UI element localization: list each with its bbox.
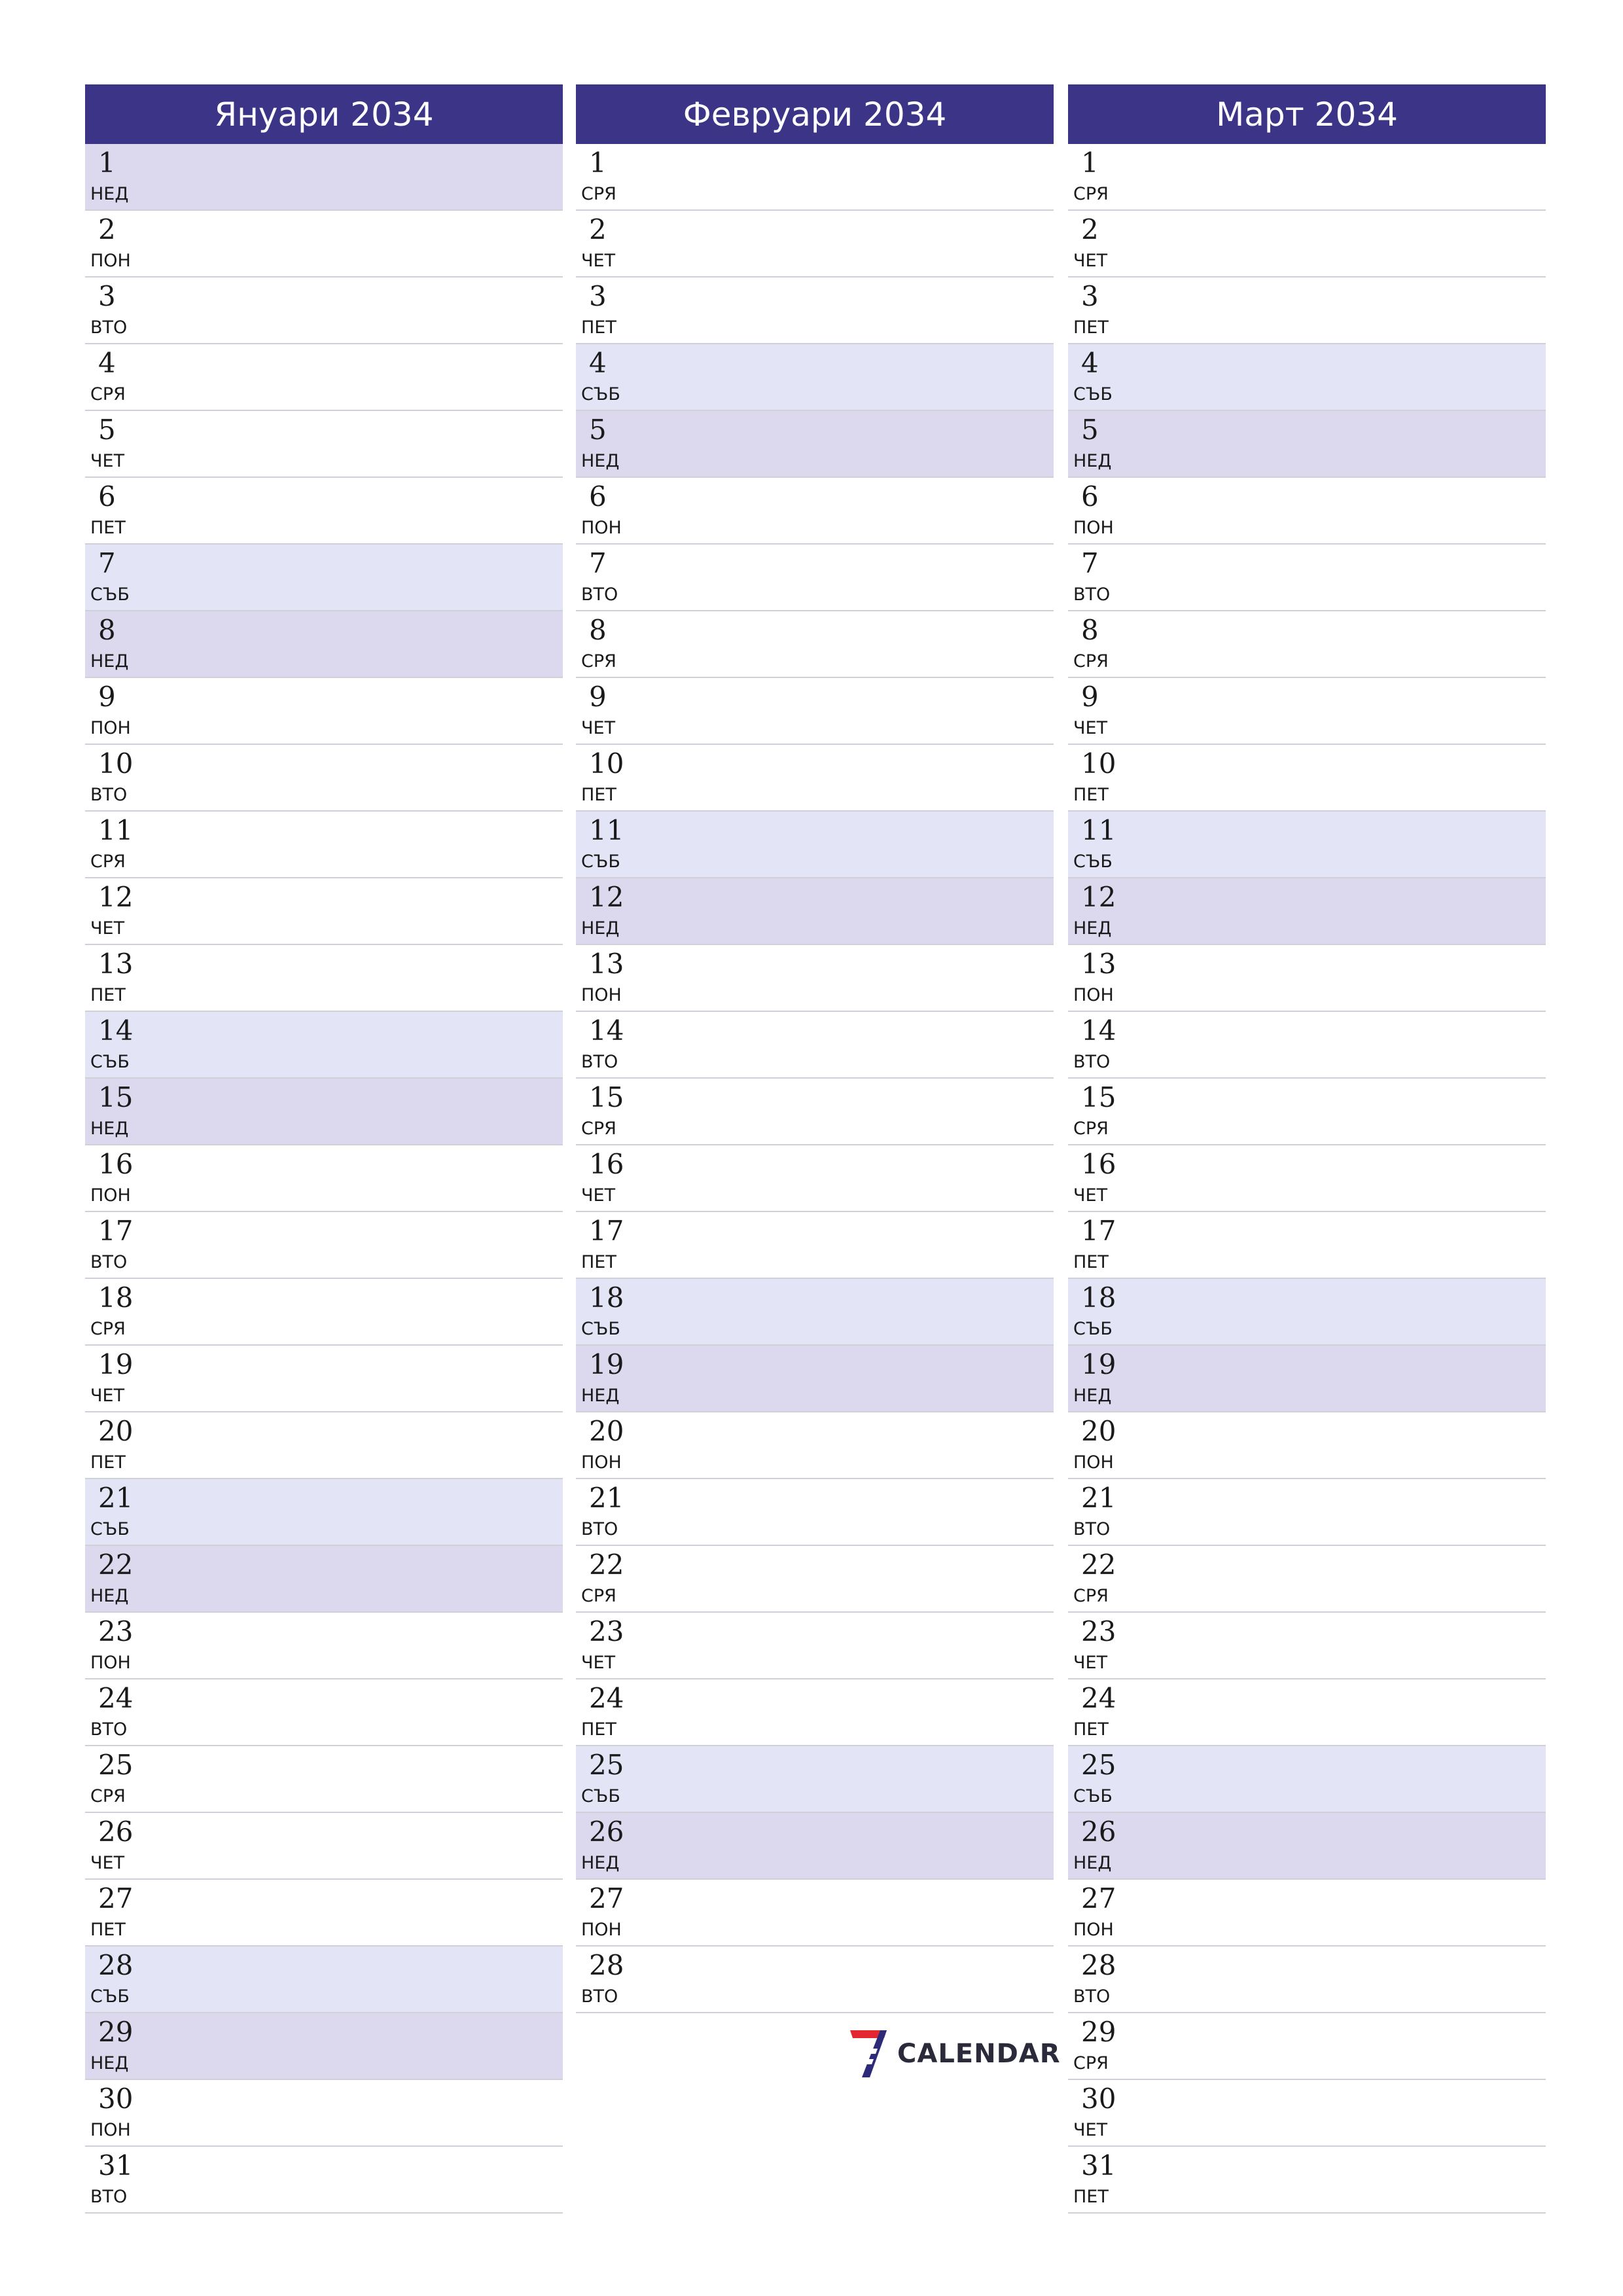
- day-weekday: СРЯ: [1073, 1586, 1109, 1606]
- day-row: [1068, 945, 1546, 1012]
- day-weekday: СРЯ: [581, 184, 616, 204]
- day-number: 28: [1081, 1949, 1116, 1981]
- day-weekday: СЪБ: [1073, 1786, 1113, 1806]
- day-row: [85, 1946, 563, 2013]
- day-row: [1068, 1079, 1546, 1145]
- day-number: 30: [98, 2083, 134, 2115]
- day-weekday: ЧЕТ: [1073, 718, 1108, 738]
- day-number: 8: [1081, 614, 1099, 646]
- day-weekday: НЕД: [581, 451, 620, 471]
- month-title: Февруари 2034: [576, 84, 1054, 144]
- day-weekday: ПЕТ: [90, 985, 126, 1005]
- day-number: 13: [98, 948, 134, 980]
- day-row: [85, 2013, 563, 2080]
- day-number: 11: [98, 814, 134, 846]
- day-weekday: ПОН: [90, 251, 131, 271]
- day-row: [85, 1212, 563, 1279]
- day-row: [1068, 278, 1546, 344]
- day-row: [576, 344, 1054, 411]
- day-row: [576, 678, 1054, 745]
- day-weekday: ЧЕТ: [581, 718, 616, 738]
- day-row: [85, 611, 563, 678]
- day-number: 28: [589, 1949, 624, 1981]
- day-weekday: НЕД: [581, 918, 620, 939]
- day-row: [576, 611, 1054, 678]
- day-row: [85, 678, 563, 745]
- month-march: [1068, 84, 1546, 2214]
- day-row: [1068, 1746, 1546, 1813]
- day-row: [1068, 1813, 1546, 1880]
- day-row: [1068, 2013, 1546, 2080]
- day-row: [85, 2080, 563, 2147]
- day-weekday: СЪБ: [1073, 1319, 1113, 1339]
- day-weekday: ПОН: [581, 985, 622, 1005]
- day-row: [1068, 1145, 1546, 1212]
- day-weekday: СРЯ: [90, 1786, 126, 1806]
- day-row: [85, 278, 563, 344]
- day-number: 9: [589, 681, 607, 713]
- day-number: 18: [1081, 1282, 1116, 1314]
- day-weekday: НЕД: [90, 2053, 129, 2073]
- day-weekday: ЧЕТ: [90, 451, 125, 471]
- day-weekday: ПЕТ: [1073, 317, 1109, 338]
- day-row: [85, 144, 563, 211]
- day-number: 22: [589, 1549, 624, 1581]
- day-weekday: ВТО: [1073, 584, 1111, 605]
- day-weekday: ВТО: [90, 2187, 128, 2207]
- day-number: 23: [98, 1615, 134, 1647]
- day-number: 15: [589, 1081, 624, 1113]
- day-number: 27: [589, 1882, 624, 1914]
- day-weekday: ВТО: [90, 1719, 128, 1740]
- day-number: 10: [1081, 747, 1116, 780]
- day-row: [85, 1546, 563, 1613]
- day-number: 20: [98, 1415, 134, 1447]
- day-row: [576, 878, 1054, 945]
- day-row: [576, 1145, 1054, 1212]
- day-weekday: ВТО: [581, 584, 618, 605]
- day-row: [576, 745, 1054, 812]
- day-row: [85, 1012, 563, 1079]
- day-row: [1068, 1679, 1546, 1746]
- day-weekday: ПЕТ: [90, 518, 126, 538]
- day-number: 7: [98, 547, 116, 579]
- day-weekday: ЧЕТ: [581, 251, 616, 271]
- day-number: 28: [98, 1949, 134, 1981]
- day-number: 29: [1081, 2016, 1116, 2048]
- day-row: [85, 1880, 563, 1946]
- day-number: 25: [1081, 1749, 1116, 1781]
- day-weekday: ПЕТ: [1073, 1252, 1109, 1272]
- day-number: 8: [589, 614, 607, 646]
- day-weekday: ПОН: [581, 1920, 622, 1940]
- day-row: [576, 278, 1054, 344]
- day-weekday: СРЯ: [581, 1119, 616, 1139]
- day-number: 4: [1081, 347, 1099, 379]
- day-number: 16: [98, 1148, 134, 1180]
- day-number: 12: [589, 881, 624, 913]
- day-weekday: СРЯ: [1073, 184, 1109, 204]
- day-weekday: ПОН: [1073, 1452, 1114, 1473]
- day-number: 2: [589, 213, 607, 245]
- day-weekday: СЪБ: [1073, 852, 1113, 872]
- day-number: 6: [98, 480, 116, 512]
- day-weekday: ЧЕТ: [90, 918, 125, 939]
- day-weekday: ЧЕТ: [581, 1185, 616, 1206]
- day-number: 3: [589, 280, 607, 312]
- day-number: 11: [589, 814, 624, 846]
- day-weekday: ПЕТ: [90, 1452, 126, 1473]
- day-number: 12: [1081, 881, 1116, 913]
- day-weekday: ВТО: [90, 785, 128, 805]
- day-weekday: ПОН: [581, 518, 622, 538]
- day-number: 8: [98, 614, 116, 646]
- day-number: 16: [589, 1148, 624, 1180]
- day-row: [1068, 1412, 1546, 1479]
- day-row: [85, 411, 563, 478]
- day-list: [1068, 144, 1546, 2214]
- day-row: [1068, 1546, 1546, 1613]
- day-row: [1068, 478, 1546, 545]
- day-row: [85, 1412, 563, 1479]
- day-weekday: ЧЕТ: [1073, 2120, 1108, 2140]
- day-row: [576, 1613, 1054, 1679]
- day-number: 19: [589, 1348, 624, 1380]
- day-number: 19: [98, 1348, 134, 1380]
- day-number: 20: [1081, 1415, 1116, 1447]
- month-title: Януари 2034: [85, 84, 563, 144]
- day-weekday: НЕД: [1073, 1853, 1112, 1873]
- day-number: 21: [589, 1482, 624, 1514]
- day-weekday: ПОН: [1073, 1920, 1114, 1940]
- day-row: [576, 411, 1054, 478]
- day-weekday: СЪБ: [90, 1986, 130, 2007]
- day-number: 7: [1081, 547, 1099, 579]
- day-weekday: ЧЕТ: [90, 1386, 125, 1406]
- day-number: 15: [98, 1081, 134, 1113]
- day-row: [1068, 1613, 1546, 1679]
- day-weekday: НЕД: [90, 1586, 129, 1606]
- day-weekday: ПОН: [90, 1185, 131, 1206]
- day-row: [85, 812, 563, 878]
- day-row: [576, 211, 1054, 278]
- day-row: [85, 545, 563, 611]
- day-row: [85, 1079, 563, 1145]
- day-weekday: ПОН: [1073, 985, 1114, 1005]
- day-row: [1068, 344, 1546, 411]
- day-number: 26: [589, 1816, 624, 1848]
- day-row: [1068, 1946, 1546, 2013]
- day-row: [85, 945, 563, 1012]
- day-weekday: ВТО: [581, 1986, 618, 2007]
- day-row: [85, 1813, 563, 1880]
- day-row: [576, 812, 1054, 878]
- day-weekday: ПЕТ: [1073, 2187, 1109, 2207]
- day-number: 23: [589, 1615, 624, 1647]
- day-weekday: НЕД: [90, 651, 129, 672]
- day-number: 17: [1081, 1215, 1116, 1247]
- day-row: [1068, 745, 1546, 812]
- day-weekday: НЕД: [1073, 918, 1112, 939]
- day-weekday: ПОН: [581, 1452, 622, 1473]
- day-row: [85, 211, 563, 278]
- day-row: [576, 144, 1054, 211]
- day-weekday: ПЕТ: [90, 1920, 126, 1940]
- day-number: 31: [98, 2149, 134, 2181]
- day-weekday: ЧЕТ: [1073, 1185, 1108, 1206]
- day-row: [85, 344, 563, 411]
- day-weekday: СРЯ: [581, 651, 616, 672]
- day-number: 27: [98, 1882, 134, 1914]
- day-row: [576, 945, 1054, 1012]
- day-number: 26: [1081, 1816, 1116, 1848]
- day-number: 10: [589, 747, 624, 780]
- day-number: 4: [98, 347, 116, 379]
- day-row: [576, 1079, 1054, 1145]
- day-number: 17: [98, 1215, 134, 1247]
- day-weekday: ВТО: [90, 1252, 128, 1272]
- day-weekday: СЪБ: [90, 1052, 130, 1072]
- brand-logo: [847, 2028, 1061, 2080]
- day-list: [576, 144, 1054, 2013]
- day-weekday: СЪБ: [581, 1319, 620, 1339]
- day-weekday: СРЯ: [90, 1319, 126, 1339]
- day-row: [1068, 545, 1546, 611]
- day-weekday: НЕД: [581, 1853, 620, 1873]
- logo-text: CALENDAR: [897, 2039, 1061, 2069]
- day-row: [576, 1346, 1054, 1412]
- day-row: [85, 1145, 563, 1212]
- day-weekday: ПЕТ: [581, 1719, 616, 1740]
- day-row: [576, 1479, 1054, 1546]
- day-weekday: НЕД: [581, 1386, 620, 1406]
- month-february: [576, 84, 1054, 2013]
- day-row: [85, 1479, 563, 1546]
- day-weekday: ПЕТ: [581, 785, 616, 805]
- day-row: [1068, 1479, 1546, 1546]
- day-row: [576, 1012, 1054, 1079]
- day-weekday: СЪБ: [1073, 384, 1113, 404]
- day-row: [85, 1679, 563, 1746]
- day-row: [576, 1880, 1054, 1946]
- day-list: [85, 144, 563, 2214]
- day-row: [1068, 411, 1546, 478]
- day-row: [85, 1346, 563, 1412]
- day-number: 3: [1081, 280, 1099, 312]
- day-weekday: СЪБ: [581, 384, 620, 404]
- day-weekday: ПОН: [90, 718, 131, 738]
- day-weekday: ПЕТ: [581, 317, 616, 338]
- day-weekday: СЪБ: [581, 1786, 620, 1806]
- day-row: [576, 1279, 1054, 1346]
- day-row: [1068, 1880, 1546, 1946]
- day-weekday: СРЯ: [1073, 2053, 1109, 2073]
- day-number: 7: [589, 547, 607, 579]
- day-number: 11: [1081, 814, 1116, 846]
- day-number: 21: [98, 1482, 134, 1514]
- day-row: [576, 1679, 1054, 1746]
- day-number: 27: [1081, 1882, 1116, 1914]
- day-row: [1068, 144, 1546, 211]
- day-number: 15: [1081, 1081, 1116, 1113]
- day-weekday: ПОН: [1073, 518, 1114, 538]
- day-number: 1: [1081, 147, 1099, 179]
- day-number: 13: [589, 948, 624, 980]
- day-number: 1: [589, 147, 607, 179]
- day-row: [1068, 211, 1546, 278]
- day-row: [576, 1546, 1054, 1613]
- day-weekday: ЧЕТ: [1073, 251, 1108, 271]
- day-number: 5: [98, 414, 116, 446]
- day-weekday: СЪБ: [90, 1519, 130, 1539]
- day-number: 1: [98, 147, 116, 179]
- day-row: [1068, 878, 1546, 945]
- day-number: 2: [1081, 213, 1099, 245]
- day-number: 24: [589, 1682, 624, 1714]
- day-row: [576, 1412, 1054, 1479]
- day-number: 2: [98, 213, 116, 245]
- day-weekday: ПЕТ: [1073, 1719, 1109, 1740]
- day-number: 23: [1081, 1615, 1116, 1647]
- day-number: 22: [1081, 1549, 1116, 1581]
- day-weekday: ВТО: [1073, 1519, 1111, 1539]
- month-january: [85, 84, 563, 2214]
- day-weekday: НЕД: [90, 184, 129, 204]
- day-weekday: ВТО: [90, 317, 128, 338]
- day-number: 6: [1081, 480, 1099, 512]
- day-row: [1068, 2147, 1546, 2214]
- day-weekday: ВТО: [1073, 1986, 1111, 2007]
- day-row: [85, 1746, 563, 1813]
- day-weekday: СРЯ: [581, 1586, 616, 1606]
- seven-logo-icon: [847, 2028, 889, 2080]
- day-number: 31: [1081, 2149, 1116, 2181]
- day-row: [85, 1613, 563, 1679]
- day-weekday: СРЯ: [1073, 651, 1109, 672]
- day-number: 6: [589, 480, 607, 512]
- day-weekday: СРЯ: [1073, 1119, 1109, 1139]
- day-weekday: ВТО: [581, 1519, 618, 1539]
- day-weekday: ЧЕТ: [581, 1653, 616, 1673]
- day-weekday: ВТО: [1073, 1052, 1111, 1072]
- day-weekday: ПЕТ: [1073, 785, 1109, 805]
- day-number: 25: [589, 1749, 624, 1781]
- day-number: 24: [98, 1682, 134, 1714]
- day-number: 26: [98, 1816, 134, 1848]
- day-row: [1068, 678, 1546, 745]
- day-row: [576, 1813, 1054, 1880]
- day-number: 29: [98, 2016, 134, 2048]
- day-weekday: СЪБ: [90, 584, 130, 605]
- day-row: [1068, 611, 1546, 678]
- day-number: 22: [98, 1549, 134, 1581]
- day-row: [85, 478, 563, 545]
- day-number: 5: [1081, 414, 1099, 446]
- day-row: [1068, 2080, 1546, 2147]
- day-row: [1068, 1279, 1546, 1346]
- day-number: 4: [589, 347, 607, 379]
- day-weekday: ПОН: [90, 1653, 131, 1673]
- day-row: [576, 1946, 1054, 2013]
- day-number: 17: [589, 1215, 624, 1247]
- day-number: 9: [1081, 681, 1099, 713]
- day-row: [576, 478, 1054, 545]
- day-number: 14: [98, 1014, 134, 1047]
- day-number: 19: [1081, 1348, 1116, 1380]
- day-weekday: ЧЕТ: [1073, 1653, 1108, 1673]
- day-weekday: ЧЕТ: [90, 1853, 125, 1873]
- day-weekday: НЕД: [90, 1119, 129, 1139]
- day-row: [85, 1279, 563, 1346]
- day-number: 18: [589, 1282, 624, 1314]
- day-number: 18: [98, 1282, 134, 1314]
- day-row: [576, 545, 1054, 611]
- day-row: [1068, 1012, 1546, 1079]
- day-number: 10: [98, 747, 134, 780]
- day-row: [1068, 812, 1546, 878]
- day-row: [85, 878, 563, 945]
- day-weekday: НЕД: [1073, 1386, 1112, 1406]
- day-number: 14: [1081, 1014, 1116, 1047]
- day-row: [85, 745, 563, 812]
- day-row: [1068, 1212, 1546, 1279]
- day-weekday: ВТО: [581, 1052, 618, 1072]
- day-number: 5: [589, 414, 607, 446]
- day-row: [576, 1212, 1054, 1279]
- day-number: 24: [1081, 1682, 1116, 1714]
- day-number: 13: [1081, 948, 1116, 980]
- day-number: 9: [98, 681, 116, 713]
- day-number: 25: [98, 1749, 134, 1781]
- day-weekday: СЪБ: [581, 852, 620, 872]
- day-number: 16: [1081, 1148, 1116, 1180]
- day-weekday: СРЯ: [90, 852, 126, 872]
- day-row: [576, 1746, 1054, 1813]
- day-number: 3: [98, 280, 116, 312]
- day-weekday: НЕД: [1073, 451, 1112, 471]
- day-number: 20: [589, 1415, 624, 1447]
- day-weekday: ПЕТ: [581, 1252, 616, 1272]
- day-row: [85, 2147, 563, 2214]
- day-number: 30: [1081, 2083, 1116, 2115]
- day-weekday: ПОН: [90, 2120, 131, 2140]
- day-number: 12: [98, 881, 134, 913]
- day-weekday: СРЯ: [90, 384, 126, 404]
- day-number: 21: [1081, 1482, 1116, 1514]
- day-number: 14: [589, 1014, 624, 1047]
- day-row: [1068, 1346, 1546, 1412]
- month-title: Март 2034: [1068, 84, 1546, 144]
